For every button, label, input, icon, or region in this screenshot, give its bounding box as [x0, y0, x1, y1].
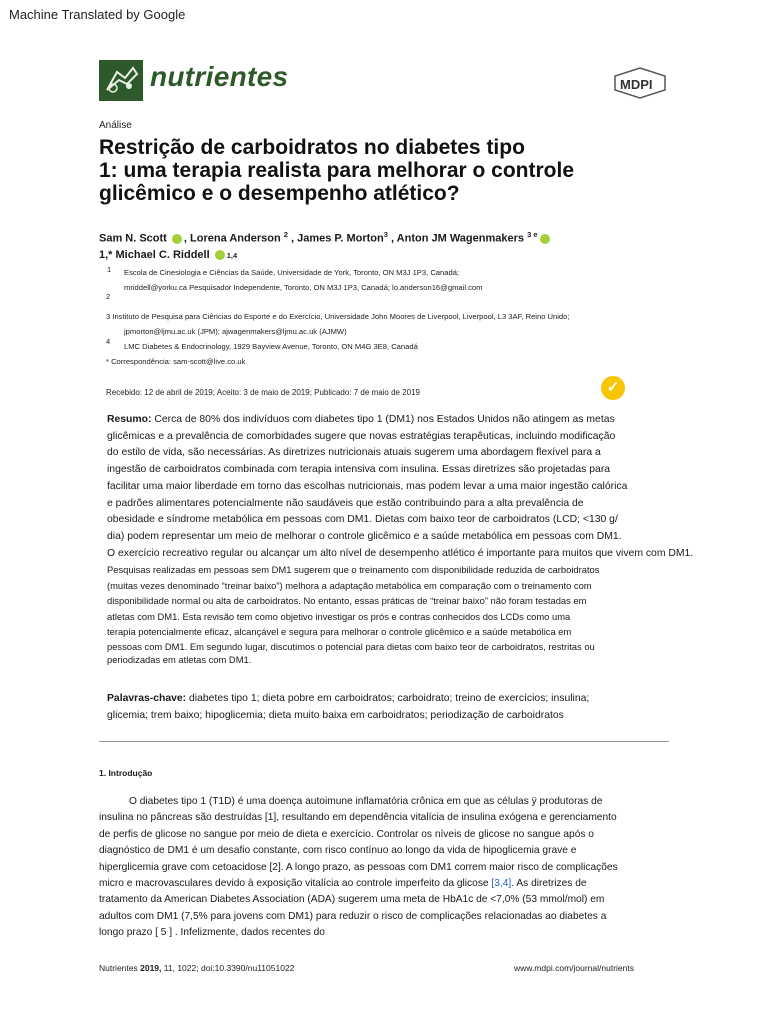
- intro-line: longo prazo [ 5 ] . Infelizmente, dados recentes do: [99, 927, 325, 939]
- article-title: [99, 136, 659, 205]
- intro-line: micro e macrovasculares devido à exposição vitalícia ao controle imperfeito da glicose: [99, 878, 489, 890]
- intro-line: de perfis de glicose no sangue por meio de dieta e exercício. Controlar os níveis de glicose no sangue após o: [99, 828, 594, 840]
- abstract-line: glicêmicas e a prevalência de comorbidades sugere que novas estratégias terapêuticas, incluindo modificação: [107, 430, 616, 442]
- keywords-line: glicemia; trem baixo; hipoglicemia; dieta muito baixa em carboidratos; periodização de carboidratos: [107, 710, 564, 721]
- footer-doi: 11, 1022; doi:10.3390/nu11051022: [163, 963, 295, 973]
- title-line: Restrição de carboidratos no diabetes tipo: [99, 136, 525, 159]
- author-list: [99, 227, 659, 264]
- abstract-line: dia) podem representar um meio de melhorar o controle glicêmico e a saúde metabólica em pessoas com DM1.: [107, 530, 622, 542]
- abstract-line: (muitas vezes denominado “treinar baixo”) melhora a adaptação metabólica em comparação com o treinamento com: [107, 579, 592, 591]
- abstract-line: pessoas com DM1. Em segundo lugar, discutimos o potencial para dietas com baixo teor de carboidratos, restritas ou: [107, 640, 595, 652]
- keywords-line: diabetes tipo 1; dieta pobre em carboidratos; carboidrato; treino de exercícios; insulina;: [189, 693, 590, 704]
- affiliation-number: 1: [107, 265, 112, 274]
- author-name: , Anton JM Wagenmakers: [390, 232, 524, 245]
- affiliation-text: jpmorton@ljmu.ac.uk (JPM); ajwagenmakers@ljmu.ac.uk (AJMW): [124, 327, 347, 336]
- author-affiliation-mark: 3 e: [527, 230, 538, 239]
- abstract-line: terapia potencialmente eficaz, alcançável e segura para melhorar o controle glicêmico e a saúde metabólica em: [107, 626, 572, 638]
- abstract-line: O exercício recreativo regular ou alcançar um alto nível de desempenho atlético é importante para muitos que vivem com DM1.: [107, 547, 694, 559]
- intro-line: O diabetes tipo 1 (T1D) é uma doença autoimune inflamatória crônica em que as células ÿ produtoras de: [129, 796, 603, 807]
- abstract-line: obesidade e síndrome metabólica em pessoas com DM1. Dietas com baixo teor de carboidratos (LCD; <130 g/: [107, 514, 618, 526]
- intro-line: tratamento da American Diabetes Association (ADA) sugerem uma meta de HbA1c de <7,0% (53 mmol/mol) em: [99, 894, 605, 906]
- publisher-logo-text: MDPI: [620, 77, 653, 92]
- abstract-line: disponibilidade normal ou alta de carboidratos. No entanto, essas práticas de “treinar baixo” não foram testadas em: [107, 595, 587, 607]
- correspondence: * Correspondência: sam-scott@live.co.uk: [106, 357, 246, 366]
- author-name: 1,* Michael C. Riddell: [99, 248, 210, 261]
- orcid-icon[interactable]: [215, 250, 225, 260]
- intro-line: diagnóstico de DM1 é um desafio constante, com risco contínuo ao longo da vida de hipoglicemia grave e: [99, 845, 577, 857]
- affiliation-text: 3 Instituto de Pesquisa para Ciências do Esporte e do Exercício, Universidade John Moores de Liverpool, Liverpool, L3 3AF, Reino Unido;: [106, 312, 570, 321]
- section-divider: [99, 741, 669, 742]
- abstract-line: e padrões alimentares potencialmente não saudáveis que estão contribuindo para a alta prevalência de: [107, 497, 584, 509]
- abstract-label: Resumo:: [107, 414, 152, 425]
- intro-line: insulina no pâncreas são destruídas [1], resultando em dependência vitalícia de insulina exógena e gerenciamento: [99, 812, 617, 824]
- abstract-line: facilitar uma maior liberdade em torno das escolhas nutricionais, mas podem levar a uma maior ingestão calórica: [107, 480, 628, 492]
- affiliation-number: 2: [106, 292, 111, 301]
- article-category: Análise: [99, 120, 132, 131]
- abstract-line: Cerca de 80% dos indivíduos com diabetes tipo 1 (DM1) nos Estados Unidos não atingem as metas: [154, 414, 615, 425]
- abstract-line: do estilo de vida, são necessárias. As diretrizes nutricionais atuais sugerem uma abordagem flexível para a: [107, 447, 601, 459]
- footer-year: 2019,: [140, 963, 162, 973]
- author-affiliation-mark: 2: [283, 230, 288, 239]
- publication-dates: Recebido: 12 de abril de 2019; Aceito: 3 de maio de 2019; Publicado: 7 de maio de 2019: [106, 388, 421, 397]
- author-name: Sam N. Scott: [99, 232, 167, 245]
- intro-line: adultos com DM1 (7,5% para jovens com DM1) para reduzir o risco de complicações relacionadas ao diabetes a: [99, 910, 607, 922]
- author-name: , James P. Morton: [291, 232, 384, 245]
- affiliation-text: LMC Diabetes & Endocrinology, 1929 Bayview Avenue, Toronto, ON M4G 3E8, Canadá: [124, 342, 418, 351]
- title-line: 1: uma terapia realista para melhorar o controle: [99, 159, 575, 182]
- citation-link[interactable]: [3,4]: [491, 878, 512, 890]
- abstract-line: Pesquisas realizadas em pessoas sem DM1 sugerem que o treinamento com disponibilidade reduzida de carboidratos: [107, 564, 600, 576]
- affiliation-text: Escola de Cinesiologia e Ciências da Saúde, Universidade de York, Toronto, ON M3J 1P3, Canadá;: [124, 268, 460, 277]
- orcid-icon[interactable]: [540, 234, 550, 244]
- journal-name: nutrientes: [150, 61, 289, 92]
- abstract-line: atletas com DM1. Esta revisão tem como objetivo investigar os prós e contras conhecidos dos LCDs como uma: [107, 610, 571, 622]
- section-heading: 1. Introdução: [99, 768, 153, 778]
- author-affiliation-mark: 3: [383, 230, 388, 239]
- orcid-icon[interactable]: [172, 234, 182, 244]
- check-updates-icon[interactable]: ✓: [601, 376, 625, 400]
- intro-line: hiperglicemia grave com cetoacidose [2]. A longo prazo, as pessoas com DM1 correm maior risco de complicações: [99, 861, 618, 873]
- footer-journal: Nutrientes: [99, 963, 138, 973]
- abstract-line: ingestão de carboidratos combinada com terapia intensiva com insulina. Essas diretrizes são projetadas para: [107, 464, 611, 476]
- footer-citation: [99, 963, 294, 973]
- author-name: , Lorena Anderson: [183, 232, 281, 245]
- title-line: glicêmico e o desempenho atlético?: [99, 182, 460, 205]
- journal-logo-icon: [99, 60, 143, 101]
- abstract-line: periodizadas em atletas com DM1.: [107, 653, 252, 665]
- introduction-body: [99, 794, 618, 942]
- keywords-label: Palavras-chave:: [107, 693, 187, 704]
- abstract: [107, 412, 693, 666]
- author-affiliation-mark: 1,4: [226, 250, 238, 260]
- keywords: [107, 690, 589, 724]
- machine-translated-banner: Machine Translated by Google: [9, 7, 186, 22]
- intro-line-tail: . As diretrizes de: [511, 878, 587, 890]
- affiliation-number: 4: [106, 337, 111, 346]
- footer-url[interactable]: www.mdpi.com/journal/nutrients: [514, 963, 634, 973]
- affiliation-text: mriddell@yorku.ca Pesquisador Independente, Toronto, ON M3J 1P3, Canadá; lo.anderson16@gmail.com: [124, 283, 483, 292]
